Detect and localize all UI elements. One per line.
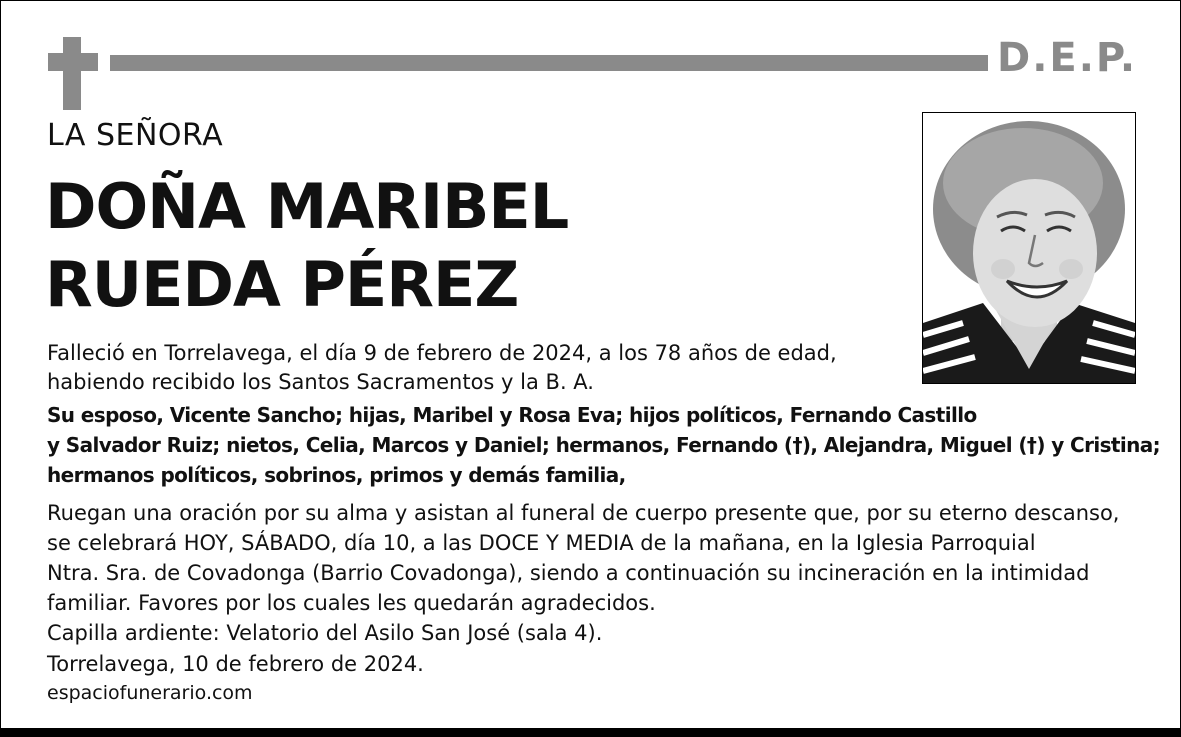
deceased-name-line1: DOÑA MARIBEL (45, 170, 569, 243)
honorific-prefix: LA SEÑORA (47, 118, 224, 153)
funeral-line: Ruegan una oración por su alma y asistan al funeral de cuerpo presente que, por su eterno descanso, (47, 501, 1120, 525)
death-info-paragraph (47, 339, 837, 397)
portrait-illustration (923, 113, 1135, 383)
website-line: espaciofunerario.com (47, 682, 253, 704)
bottom-border-bar (0, 728, 1181, 737)
deceased-name-line2: RUEDA PÉREZ (45, 248, 519, 321)
cross-vertical-bar (63, 37, 81, 110)
family-line: y Salvador Ruiz; nietos, Celia, Marcos y Daniel; hermanos, Fernando (†), Alejandra, Miguel (†) y Cristina; (47, 433, 1161, 457)
funeral-line: se celebrará HOY, SÁBADO, día 10, a las DOCE Y MEDIA de la mañana, en la Iglesia Parroquial (47, 531, 1036, 555)
place-date-line: Torrelavega, 10 de febrero de 2024. (47, 652, 424, 676)
funeral-line: Capilla ardiente: Velatorio del Asilo San José (sala 4). (47, 621, 603, 645)
cross-horizontal-bar (48, 53, 98, 71)
death-info-line: habiendo recibido los Santos Sacramentos y la B. A. (47, 370, 594, 394)
family-line: Su esposo, Vicente Sancho; hijas, Maribel y Rosa Eva; hijos políticos, Fernando Castillo (47, 403, 977, 427)
funeral-paragraph (47, 498, 1120, 648)
portrait-photo (922, 112, 1136, 384)
family-line: hermanos políticos, sobrinos, primos y demás familia, (47, 463, 626, 487)
funeral-line: familiar. Favores por los cuales les quedarán agradecidos. (47, 591, 656, 615)
death-info-line: Falleció en Torrelavega, el día 9 de febrero de 2024, a los 78 años de edad, (47, 341, 837, 365)
funeral-line: Ntra. Sra. de Covadonga (Barrio Covadonga), siendo a continuación su incineración en la intimidad (47, 561, 1090, 585)
family-paragraph (47, 400, 1160, 490)
footer-paragraph (47, 650, 424, 708)
dep-label: D.E.P. (997, 35, 1138, 81)
header-rule (110, 55, 988, 71)
